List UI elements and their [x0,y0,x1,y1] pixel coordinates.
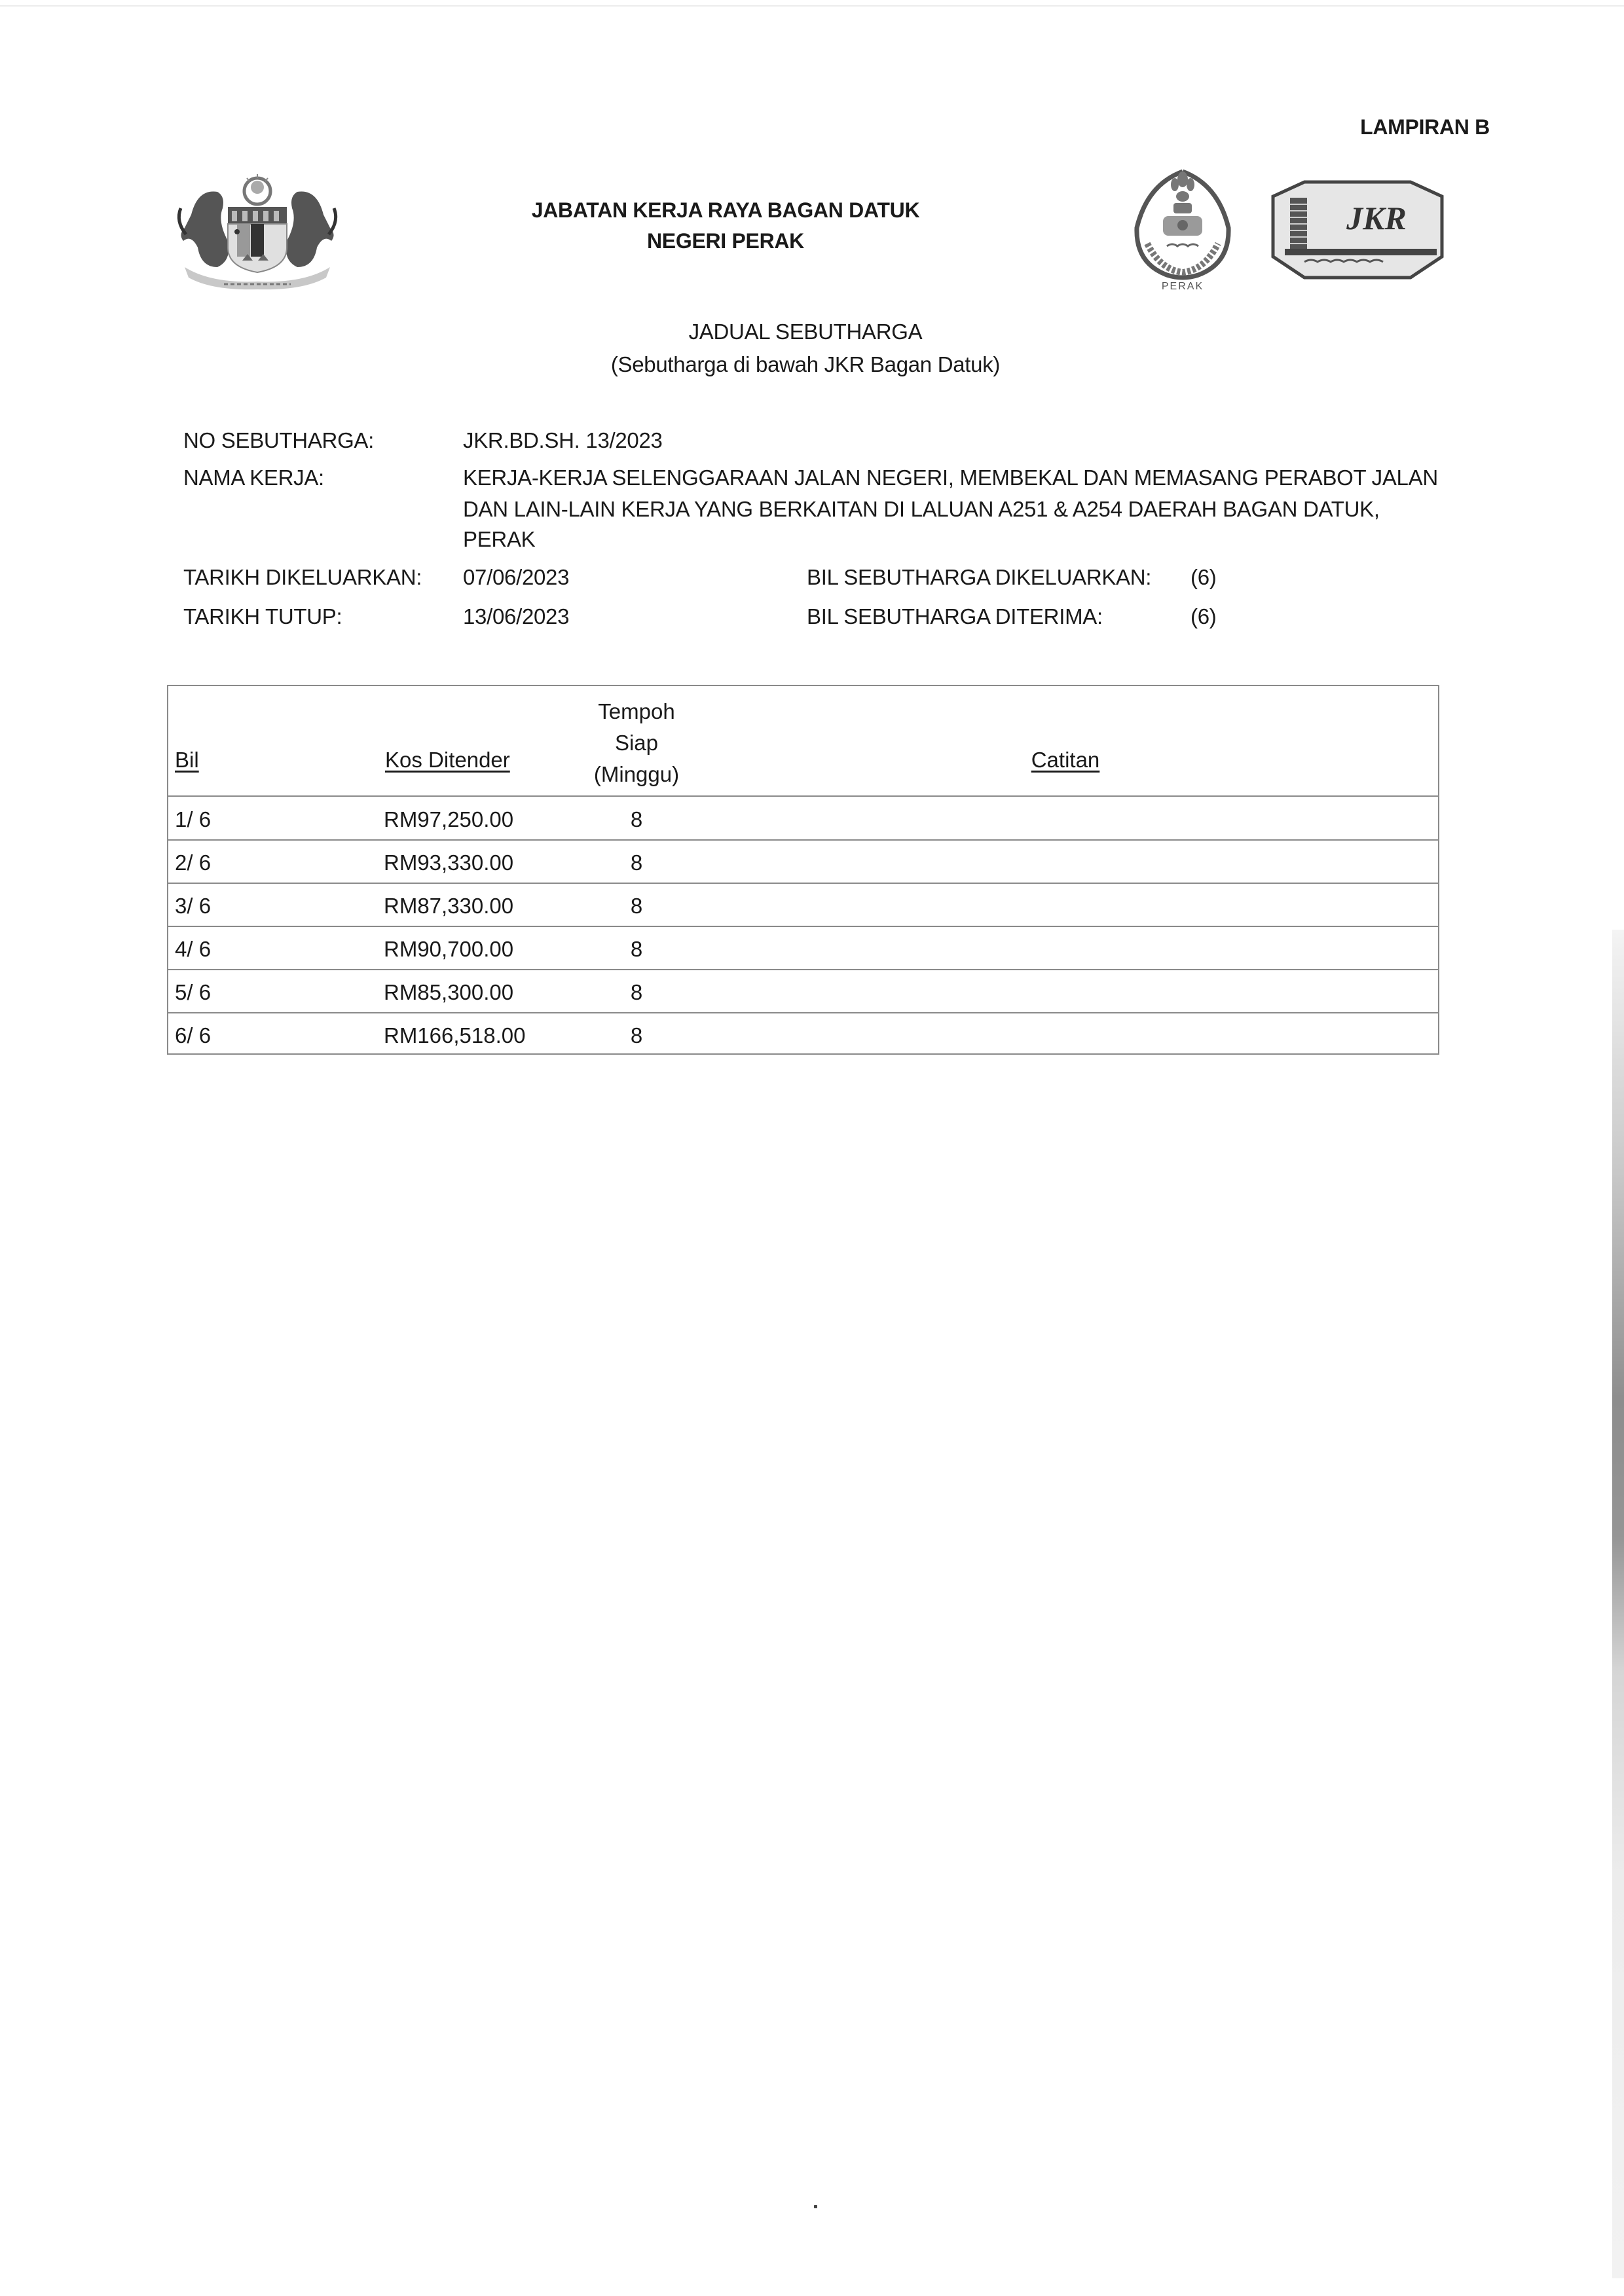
nama-kerja-label: NAMA KERJA: [183,465,324,490]
bil-diterima-value: (6) [1190,604,1217,629]
cell-bil: 4/ 6 [175,937,212,961]
scan-edge-right-shadow [1612,930,1624,2278]
tarikh-tutup-value: 13/06/2023 [463,604,570,629]
department-name: JABATAN KERJA RAYA BAGAN DATUK [531,198,920,222]
perak-crest-caption: PERAK [1161,281,1204,292]
jkr-logo [1265,178,1450,282]
cell-tempoh: 8 [630,937,643,961]
cell-tempoh: 8 [630,807,643,831]
nama-kerja-line-1: KERJA-KERJA SELENGGARAAN JALAN NEGERI, MEMBEKAL DAN MEMASANG PERABOT JALAN [463,465,1438,490]
cell-kos: RM87,330.00 [384,894,514,918]
cell-bil: 6/ 6 [175,1023,212,1048]
cell-kos: RM166,518.00 [384,1023,526,1048]
column-header-bil: Bil [175,748,199,772]
malaysia-coat-of-arms-logo [172,169,343,291]
attachment-label: LAMPIRAN B [1360,115,1490,139]
cell-kos: RM90,700.00 [384,937,514,961]
column-header-kos-ditender: Kos Ditender [385,748,510,772]
no-sebutharga-value: JKR.BD.SH. 13/2023 [463,428,663,452]
cell-bil: 3/ 6 [175,894,212,918]
column-header-catitan: Catitan [1031,748,1100,772]
column-header-tempoh-line-1: Tempoh [598,699,675,723]
cell-tempoh: 8 [630,894,643,918]
table-row [168,840,1438,883]
bil-dikeluarkan-value: (6) [1190,565,1217,589]
cell-kos: RM85,300.00 [384,980,514,1004]
bil-dikeluarkan-label: BIL SEBUTHARGA DIKELUARKAN: [807,565,1152,589]
table-row [168,883,1438,926]
nama-kerja-line-2: DAN LAIN-LAIN KERJA YANG BERKAITAN DI LALUAN A251 & A254 DAERAH BAGAN DATUK, [463,497,1380,521]
tarikh-dikeluarkan-value: 07/06/2023 [463,565,570,589]
cell-bil: 5/ 6 [175,980,212,1004]
cell-tempoh: 8 [630,850,643,875]
jkr-logo-text: JKR [1346,200,1407,236]
scan-speck [814,2205,817,2208]
column-header-tempoh-line-2: Siap [614,731,659,755]
document-title: JADUAL SEBUTHARGA [688,319,923,344]
table-row [168,970,1438,1013]
bil-diterima-label: BIL SEBUTHARGA DITERIMA: [807,604,1103,629]
cell-kos: RM93,330.00 [384,850,514,875]
table-row [168,797,1438,840]
cell-kos: RM97,250.00 [384,807,514,831]
document-subtitle: (Sebutharga di bawah JKR Bagan Datuk) [610,352,1001,376]
cell-tempoh: 8 [630,980,643,1004]
table-row [168,926,1438,970]
tender-results-table [167,685,1439,1055]
tarikh-dikeluarkan-label: TARIKH DIKELUARKAN: [183,565,422,589]
table-row [168,1013,1438,1056]
department-state: NEGERI PERAK [647,229,804,253]
no-sebutharga-label: NO SEBUTHARGA: [183,428,375,452]
tarikh-tutup-label: TARIKH TUTUP: [183,604,342,629]
perak-state-crest-logo [1128,165,1238,293]
cell-bil: 2/ 6 [175,850,212,875]
scan-edge-top [0,5,1624,7]
nama-kerja-line-3: PERAK [463,527,536,551]
cell-tempoh: 8 [630,1023,643,1048]
cell-bil: 1/ 6 [175,807,212,831]
column-header-tempoh-line-3: (Minggu) [593,762,680,786]
